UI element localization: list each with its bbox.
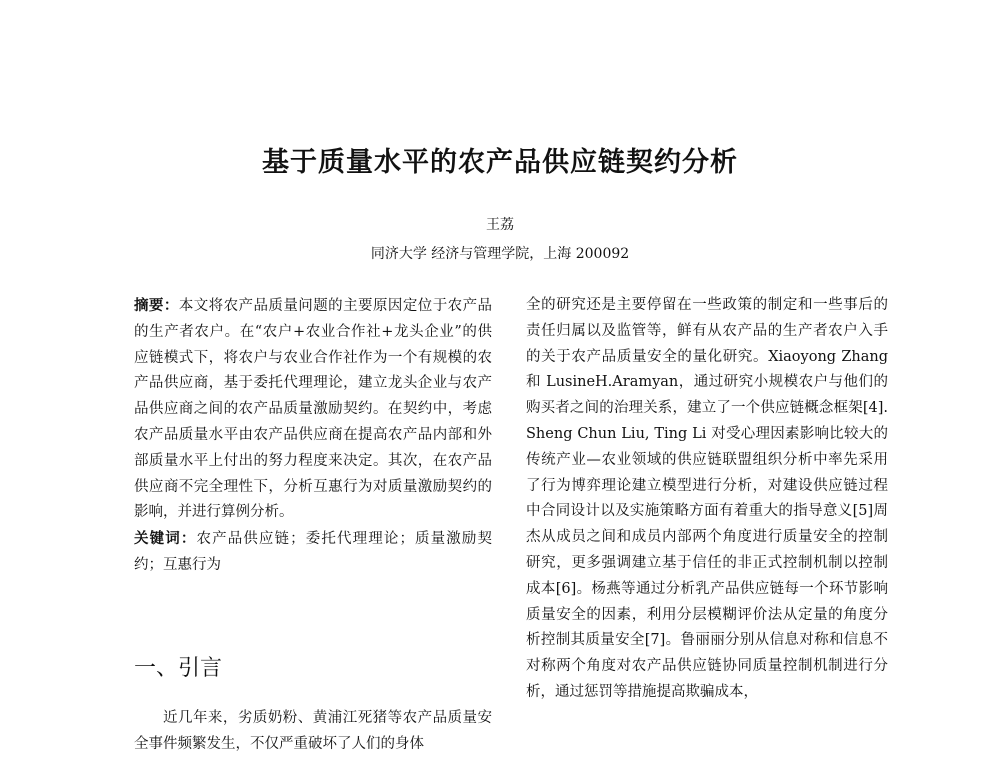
abstract-label: 摘要： [134, 297, 179, 314]
abstract-text: 本文将农产品质量问题的主要原因定位于农产品的生产者农户。在“农户+农业合作社+龙头企业”的供应链模式下，将农户与农业合作社作为一个有规模的农产品供应商，基于委托代理理论，建立龙头企业与农产品供应商之间的农产品质量激励契约。在契约中，考虑农产品质量水平由农产品供应商在提高农产品内部和外部质量水平上付出的努力程度来决定。其次，在农产品供应商不完全理性下，分析互惠行为对质量激励契约的影响，并进行算例分析。 [134, 298, 493, 521]
intro-paragraph: 近几年来，劣质奶粉、黄浦江死猪等农产品质量安全事件频繁发生，不仅严重破坏了人们的身体 [134, 710, 492, 752]
paper-title: 基于质量水平的农产品供应链契约分析 [262, 147, 738, 178]
author-affiliation: 同济大学 经济与管理学院，上海 200092 [370, 246, 630, 262]
left-column [134, 293, 492, 579]
keywords-text: 农产品供应链；委托代理理论；质量激励契约；互惠行为 [134, 531, 493, 573]
abstract-paragraph [134, 293, 492, 526]
keywords-label: 关键词： [134, 530, 197, 548]
keywords-paragraph [134, 526, 492, 579]
right-column-text: 全的研究还是主要停留在一些政策的制定和一些事后的责任归属以及监管等，鲜有从农产品的生产者农户入手的关于农产品质量安全的量化研究。Xiaoyong Zhang 和 LusineH.Aramyan，通过研究小规模农户与他们的购买者之间的治理关系，建立了一个供应链概念框架[4]. Sheng Chun Liu, Ting Li 对受心理因素影响比较大的传统产业—农业领域的供应链联盟组织分析中率先采用了行为博弈理论建立模型进行分析，对建设供应链过程中合同设计以及实施策略方面有着重大的指导意义[5]周杰从成员之间和成员内部两个角度进行质量安全的控制研究，更多强调建立基于信任的非正式控制机制以控制成本[6]。杨燕等通过分析乳产品供应链每一个环节影响质量安全的因素，利用分层模糊评价法从定量的角度分析控制其质量安全[7]。鲁丽丽分别从信息对称和信息不对称两个角度对农产品供应链协同质量控制机制进行分析，通过惩罚等措施提高欺骗成本， [526, 297, 888, 700]
section-heading: 一、引言 [134, 656, 223, 681]
author-name: 王荔 [486, 217, 514, 233]
